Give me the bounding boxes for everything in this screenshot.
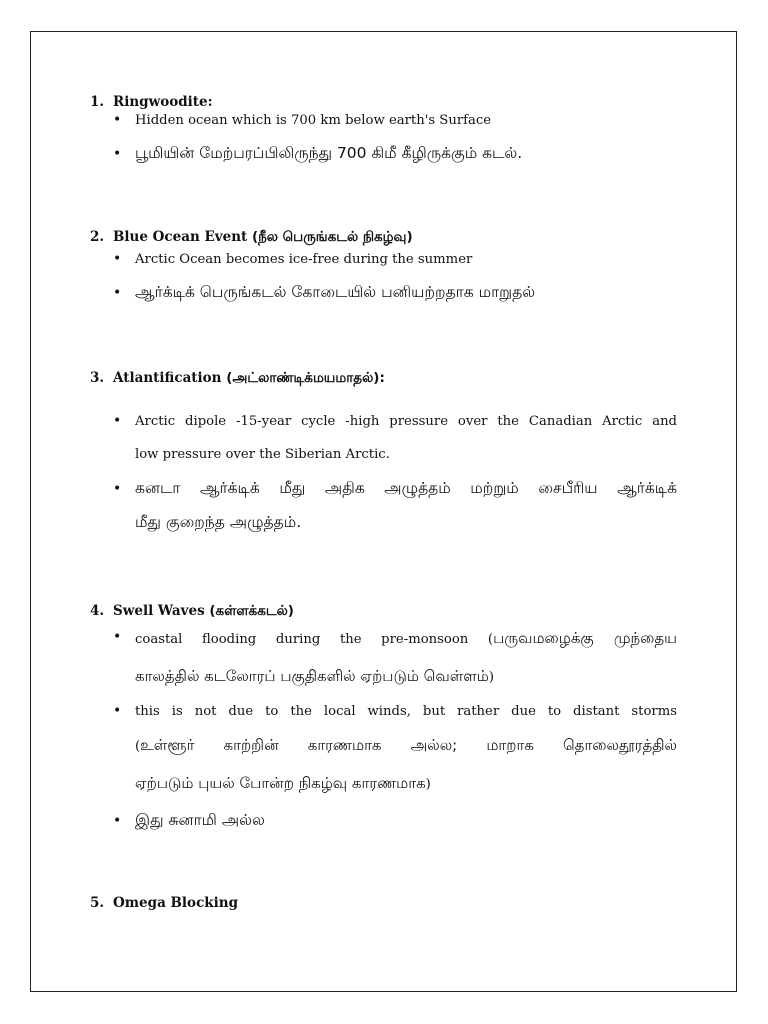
bullet-icon: • [113,112,122,128]
section-title-tamil: (அட்லாண்டிக்மயமாதல்): [226,370,385,386]
section-1-heading [90,94,213,110]
section-number: 2. [90,229,105,245]
bullet-icon: • [113,629,122,645]
section-title: Blue Ocean Event [113,229,248,245]
bullet-text: இது சுனாமி அல்ல [135,811,265,829]
bullet-text-english: ( [135,739,141,754]
bullet-text-line-1 [135,628,677,649]
bullet-text-line-1: கனடா ஆர்க்டிக் மீது அதிக அழுத்தம் மற்றும் சைபீரிய ஆர்க்டிக் [135,479,677,497]
bullet-text-english: coastal flooding during the pre-monsoon ( [135,632,494,647]
section-number: 3. [90,370,105,386]
section-title: Atlantification [113,370,222,386]
bullet-text-tamil: காலத்தில் கடலோரப் பகுதிகளில் ஏற்படும் வெள்ளம் [135,667,489,685]
bullet-text: ஆர்க்டிக் பெருங்கடல் கோடையில் பனியற்றதாக மாறுதல் [135,283,536,301]
bullet-icon: • [113,703,122,719]
bullet-text-line-2: low pressure over the Siberian Arctic. [135,447,390,462]
section-number: 4. [90,603,105,619]
bullet-text-tamil: உள்ளூர் காற்றின் காரணமாக அல்ல; மாறாக தொலைதூரத்தில் [140,736,677,754]
section-number: 5. [90,895,105,911]
bullet-text: பூமியின் மேற்பரப்பிலிருந்து 700 கிமீ கீழிருக்கும் கடல். [135,144,523,162]
bullet-icon: • [113,813,122,829]
bullet-text-line-1: Arctic dipole -15-year cycle -high pressure over the Canadian Arctic and [135,414,677,429]
section-5-heading [90,895,238,911]
bullet-icon: • [113,285,122,301]
bullet-text-line-3 [135,773,431,794]
bullet-text-line-1: this is not due to the local winds, but rather due to distant storms [135,704,677,719]
bullet-text: Arctic Ocean becomes ice-free during the summer [135,252,473,267]
bullet-icon: • [113,251,122,267]
section-3-heading [90,370,385,388]
bullet-text-tamil: ஏற்படும் புயல் போன்ற நிகழ்வு காரணமாக [135,774,426,792]
page-border [30,31,737,992]
bullet-text-line-2 [135,735,677,756]
section-4-heading [90,603,294,621]
section-title: Ringwoodite: [113,94,213,110]
bullet-text-line-2: மீது குறைந்த அழுத்தம். [135,513,302,531]
bullet-icon: • [113,146,122,162]
bullet-text-english: ) [488,670,495,685]
section-number: 1. [90,94,105,110]
section-2-heading [90,229,413,247]
section-title: Swell Waves [113,603,205,619]
bullet-text: Hidden ocean which is 700 km below earth's Surface [135,113,492,128]
bullet-icon: • [113,481,122,497]
bullet-text-tamil: பருவமழைக்கு முந்தைய [493,629,677,647]
bullet-text-line-2 [135,666,494,687]
bullet-text-english: ) [425,777,431,792]
section-title-tamil: (நீல பெருங்கடல் நிகழ்வு) [251,229,413,245]
section-title-tamil: (கள்ளக்கடல்) [209,603,294,619]
section-title: Omega Blocking [113,895,239,911]
bullet-icon: • [113,413,122,429]
